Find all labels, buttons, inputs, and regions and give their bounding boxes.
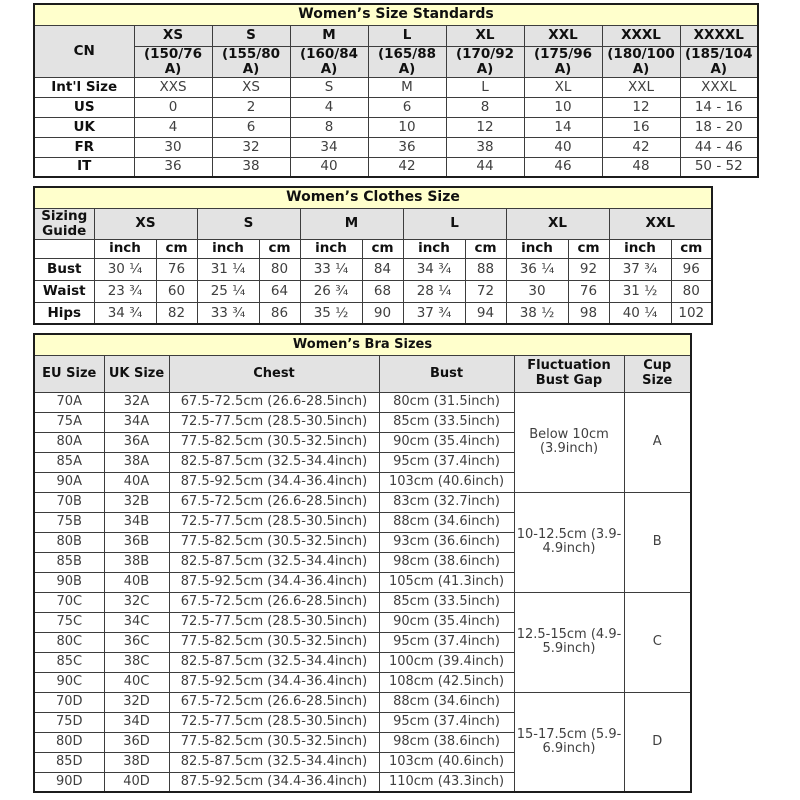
size-value-cell: 30 (134, 137, 212, 157)
chest-range-cell: 72.5-77.5cm (28.5-30.5inch) (169, 512, 379, 532)
size-header-cell: XS (134, 25, 212, 46)
unit-row (34, 239, 712, 258)
bra-size-row (34, 592, 691, 612)
eu-size-cell: 70D (34, 692, 104, 712)
bust-value-cell: 93cm (36.6inch) (379, 532, 514, 552)
uk-size-cell: 36A (104, 432, 169, 452)
uk-size-cell: 40D (104, 772, 169, 792)
size-value-cell: 12 (446, 117, 524, 137)
size-standards-body (34, 4, 758, 177)
cm-unit-cell: cm (465, 239, 506, 258)
eu-size-cell: 85D (34, 752, 104, 772)
inch-unit-cell: inch (506, 239, 568, 258)
uk-size-cell: 34A (104, 412, 169, 432)
column-header-cell: UK Size (104, 355, 169, 392)
bust-value-cell: 103cm (40.6inch) (379, 472, 514, 492)
size-value-cell: 40 (524, 137, 602, 157)
size-value-cell: 14 - 16 (680, 97, 758, 117)
title-row (34, 334, 691, 355)
size-header-row (34, 25, 758, 46)
measure-value-cell: 88 (465, 258, 506, 280)
size-value-cell: S (290, 77, 368, 97)
size-standards-table (33, 3, 759, 178)
eu-size-cell: 80D (34, 732, 104, 752)
fluctuation-cell: Below 10cm (3.9inch) (514, 392, 624, 492)
cn-code-cell: (165/88A) (368, 46, 446, 77)
bust-value-cell: 108cm (42.5inch) (379, 672, 514, 692)
column-header-cell: EU Size (34, 355, 104, 392)
uk-size-cell: 32C (104, 592, 169, 612)
chest-range-cell: 82.5-87.5cm (32.5-34.4inch) (169, 552, 379, 572)
measure-label-cell: Bust (34, 258, 94, 280)
fluctuation-cell: 12.5-15cm (4.9-5.9inch) (514, 592, 624, 692)
measure-row (34, 258, 712, 280)
chest-range-cell: 67.5-72.5cm (26.6-28.5inch) (169, 392, 379, 412)
measure-value-cell: 35 ½ (300, 302, 362, 324)
size-value-cell: XXS (134, 77, 212, 97)
measure-value-cell: 76 (568, 280, 609, 302)
chest-range-cell: 67.5-72.5cm (26.6-28.5inch) (169, 692, 379, 712)
bust-value-cell: 83cm (32.7inch) (379, 492, 514, 512)
eu-size-cell: 80C (34, 632, 104, 652)
size-group-header-cell: M (300, 208, 403, 239)
uk-size-cell: 32B (104, 492, 169, 512)
size-value-cell: 34 (290, 137, 368, 157)
measure-value-cell: 38 ½ (506, 302, 568, 324)
region-label-cell: Int'l Size (34, 77, 134, 97)
chest-range-cell: 77.5-82.5cm (30.5-32.5inch) (169, 532, 379, 552)
bust-value-cell: 85cm (33.5inch) (379, 412, 514, 432)
bust-value-cell: 100cm (39.4inch) (379, 652, 514, 672)
measure-value-cell: 26 ¾ (300, 280, 362, 302)
size-value-cell: XXL (602, 77, 680, 97)
eu-size-cell: 90D (34, 772, 104, 792)
measure-row (34, 280, 712, 302)
column-header-cell: Bust (379, 355, 514, 392)
bust-value-cell: 103cm (40.6inch) (379, 752, 514, 772)
size-value-cell: 42 (368, 157, 446, 177)
size-group-header-cell: XS (94, 208, 197, 239)
measure-value-cell: 40 ¼ (609, 302, 671, 324)
bra-size-row (34, 492, 691, 512)
measure-value-cell: 96 (671, 258, 712, 280)
clothes-size-title: Women’s Clothes Size (34, 187, 712, 208)
uk-size-cell: 36B (104, 532, 169, 552)
size-header-cell: XXXXL (680, 25, 758, 46)
measure-label-cell: Waist (34, 280, 94, 302)
cn-code-cell: (155/80A) (212, 46, 290, 77)
size-value-cell: 12 (602, 97, 680, 117)
measure-label-cell: Hips (34, 302, 94, 324)
column-header-cell: Chest (169, 355, 379, 392)
bust-value-cell: 88cm (34.6inch) (379, 512, 514, 532)
cm-unit-cell: cm (568, 239, 609, 258)
chest-range-cell: 67.5-72.5cm (26.6-28.5inch) (169, 492, 379, 512)
bust-value-cell: 85cm (33.5inch) (379, 592, 514, 612)
measure-value-cell: 28 ¼ (403, 280, 465, 302)
bust-value-cell: 88cm (34.6inch) (379, 692, 514, 712)
size-value-cell: 46 (524, 157, 602, 177)
size-value-cell: 44 (446, 157, 524, 177)
chest-range-cell: 87.5-92.5cm (34.4-36.4inch) (169, 772, 379, 792)
cn-code-cell: (185/104A) (680, 46, 758, 77)
uk-size-cell: 40A (104, 472, 169, 492)
measure-value-cell: 31 ½ (609, 280, 671, 302)
region-label-cell: UK (34, 117, 134, 137)
region-label-cell: IT (34, 157, 134, 177)
cn-code-cell: (175/96A) (524, 46, 602, 77)
chest-range-cell: 67.5-72.5cm (26.6-28.5inch) (169, 592, 379, 612)
chest-range-cell: 72.5-77.5cm (28.5-30.5inch) (169, 412, 379, 432)
chest-range-cell: 72.5-77.5cm (28.5-30.5inch) (169, 612, 379, 632)
uk-size-cell: 40B (104, 572, 169, 592)
measure-value-cell: 25 ¼ (197, 280, 259, 302)
size-group-header-cell: L (403, 208, 506, 239)
chest-range-cell: 82.5-87.5cm (32.5-34.4inch) (169, 652, 379, 672)
size-value-cell: 10 (368, 117, 446, 137)
uk-size-cell: 34B (104, 512, 169, 532)
measure-value-cell: 82 (156, 302, 197, 324)
clothes-size-body (34, 187, 712, 324)
size-value-cell: 40 (290, 157, 368, 177)
size-header-cell: S (212, 25, 290, 46)
size-value-cell: 38 (212, 157, 290, 177)
eu-size-cell: 80B (34, 532, 104, 552)
size-header-cell: XXL (524, 25, 602, 46)
chest-range-cell: 72.5-77.5cm (28.5-30.5inch) (169, 712, 379, 732)
measure-value-cell: 68 (362, 280, 403, 302)
uk-size-cell: 36C (104, 632, 169, 652)
eu-size-cell: 75A (34, 412, 104, 432)
size-value-cell: M (368, 77, 446, 97)
cn-code-cell: (150/76A) (134, 46, 212, 77)
chest-range-cell: 77.5-82.5cm (30.5-32.5inch) (169, 432, 379, 452)
uk-size-cell: 36D (104, 732, 169, 752)
uk-size-cell: 38A (104, 452, 169, 472)
bust-value-cell: 95cm (37.4inch) (379, 452, 514, 472)
eu-size-cell: 70C (34, 592, 104, 612)
uk-size-cell: 38B (104, 552, 169, 572)
measure-value-cell: 30 (506, 280, 568, 302)
measure-value-cell: 94 (465, 302, 506, 324)
size-value-cell: 42 (602, 137, 680, 157)
region-row (34, 97, 758, 117)
column-header-cell: Fluctuation Bust Gap (514, 355, 624, 392)
bust-value-cell: 90cm (35.4inch) (379, 432, 514, 452)
size-header-cell: XXXL (602, 25, 680, 46)
cn-code-cell: (160/84A) (290, 46, 368, 77)
measure-value-cell: 64 (259, 280, 300, 302)
eu-size-cell: 80A (34, 432, 104, 452)
chest-range-cell: 87.5-92.5cm (34.4-36.4inch) (169, 472, 379, 492)
eu-size-cell: 90C (34, 672, 104, 692)
bra-sizes-table (33, 333, 692, 793)
measure-value-cell: 80 (671, 280, 712, 302)
cn-code-cell: (180/100A) (602, 46, 680, 77)
bra-size-row (34, 392, 691, 412)
size-group-header-cell: S (197, 208, 300, 239)
title-row (34, 187, 712, 208)
uk-size-cell: 32A (104, 392, 169, 412)
region-row (34, 157, 758, 177)
measure-value-cell: 76 (156, 258, 197, 280)
sizing-guide-cell: Sizing Guide (34, 208, 94, 239)
size-value-cell: 8 (290, 117, 368, 137)
bust-value-cell: 110cm (43.3inch) (379, 772, 514, 792)
bra-header-row (34, 355, 691, 392)
size-value-cell: 38 (446, 137, 524, 157)
size-value-cell: 4 (134, 117, 212, 137)
region-label-cell: FR (34, 137, 134, 157)
inch-unit-cell: inch (94, 239, 156, 258)
inch-unit-cell: inch (300, 239, 362, 258)
cm-unit-cell: cm (259, 239, 300, 258)
size-header-cell: M (290, 25, 368, 46)
eu-size-cell: 90B (34, 572, 104, 592)
eu-size-cell: 85B (34, 552, 104, 572)
size-header-cell: XL (446, 25, 524, 46)
measure-value-cell: 31 ¼ (197, 258, 259, 280)
measure-value-cell: 80 (259, 258, 300, 280)
bust-value-cell: 80cm (31.5inch) (379, 392, 514, 412)
measure-value-cell: 33 ¼ (300, 258, 362, 280)
inch-unit-cell: inch (197, 239, 259, 258)
size-value-cell: 48 (602, 157, 680, 177)
size-value-cell: 16 (602, 117, 680, 137)
uk-size-cell: 40C (104, 672, 169, 692)
inch-unit-cell: inch (403, 239, 465, 258)
eu-size-cell: 85C (34, 652, 104, 672)
size-value-cell: 6 (212, 117, 290, 137)
region-row (34, 117, 758, 137)
chest-range-cell: 77.5-82.5cm (30.5-32.5inch) (169, 732, 379, 752)
cn-code-row (34, 46, 758, 77)
cup-size-cell: B (624, 492, 691, 592)
bra-sizes-title: Women’s Bra Sizes (34, 334, 691, 355)
measure-value-cell: 34 ¾ (403, 258, 465, 280)
cup-size-cell: C (624, 592, 691, 692)
size-value-cell: 14 (524, 117, 602, 137)
clothes-size-table (33, 186, 713, 325)
measure-value-cell: 92 (568, 258, 609, 280)
bust-value-cell: 98cm (38.6inch) (379, 552, 514, 572)
cup-size-cell: A (624, 392, 691, 492)
eu-size-cell: 70B (34, 492, 104, 512)
eu-size-cell: 85A (34, 452, 104, 472)
uk-size-cell: 38D (104, 752, 169, 772)
measure-row (34, 302, 712, 324)
bra-size-row (34, 692, 691, 712)
measure-value-cell: 23 ¾ (94, 280, 156, 302)
size-value-cell: XS (212, 77, 290, 97)
size-value-cell: XL (524, 77, 602, 97)
bust-value-cell: 105cm (41.3inch) (379, 572, 514, 592)
eu-size-cell: 70A (34, 392, 104, 412)
measure-value-cell: 34 ¾ (94, 302, 156, 324)
region-row (34, 137, 758, 157)
bust-value-cell: 90cm (35.4inch) (379, 612, 514, 632)
measure-value-cell: 84 (362, 258, 403, 280)
size-value-cell: 18 - 20 (680, 117, 758, 137)
measure-value-cell: 86 (259, 302, 300, 324)
uk-size-cell: 32D (104, 692, 169, 712)
cm-unit-cell: cm (671, 239, 712, 258)
bust-value-cell: 95cm (37.4inch) (379, 712, 514, 732)
size-value-cell: 50 - 52 (680, 157, 758, 177)
eu-size-cell: 75B (34, 512, 104, 532)
chest-range-cell: 77.5-82.5cm (30.5-32.5inch) (169, 632, 379, 652)
size-value-cell: 2 (212, 97, 290, 117)
title-row (34, 4, 758, 25)
bust-value-cell: 95cm (37.4inch) (379, 632, 514, 652)
size-value-cell: 0 (134, 97, 212, 117)
eu-size-cell: 75D (34, 712, 104, 732)
chest-range-cell: 87.5-92.5cm (34.4-36.4inch) (169, 672, 379, 692)
measure-value-cell: 98 (568, 302, 609, 324)
size-value-cell: 4 (290, 97, 368, 117)
measure-value-cell: 33 ¾ (197, 302, 259, 324)
measure-value-cell: 60 (156, 280, 197, 302)
size-value-cell: 44 - 46 (680, 137, 758, 157)
size-value-cell: 36 (134, 157, 212, 177)
chest-range-cell: 87.5-92.5cm (34.4-36.4inch) (169, 572, 379, 592)
measure-value-cell: 37 ¾ (403, 302, 465, 324)
size-value-cell: L (446, 77, 524, 97)
cm-unit-cell: cm (156, 239, 197, 258)
measure-value-cell: 72 (465, 280, 506, 302)
measure-value-cell: 36 ¼ (506, 258, 568, 280)
cn-code-cell: (170/92A) (446, 46, 524, 77)
uk-size-cell: 34C (104, 612, 169, 632)
size-value-cell: 8 (446, 97, 524, 117)
size-value-cell: 10 (524, 97, 602, 117)
column-header-cell: Cup Size (624, 355, 691, 392)
region-label-cell: US (34, 97, 134, 117)
eu-size-cell: 90A (34, 472, 104, 492)
size-value-cell: 6 (368, 97, 446, 117)
measure-value-cell: 90 (362, 302, 403, 324)
size-value-cell: XXXL (680, 77, 758, 97)
eu-size-cell: 75C (34, 612, 104, 632)
size-standards-title: Women’s Size Standards (34, 4, 758, 25)
size-group-row (34, 208, 712, 239)
size-group-header-cell: XXL (609, 208, 712, 239)
chest-range-cell: 82.5-87.5cm (32.5-34.4inch) (169, 752, 379, 772)
chest-range-cell: 82.5-87.5cm (32.5-34.4inch) (169, 452, 379, 472)
size-value-cell: 36 (368, 137, 446, 157)
region-row (34, 77, 758, 97)
inch-unit-cell: inch (609, 239, 671, 258)
fluctuation-cell: 15-17.5cm (5.9-6.9inch) (514, 692, 624, 792)
bra-sizes-body (34, 334, 691, 792)
corner-empty-cell (34, 239, 94, 258)
measure-value-cell: 37 ¾ (609, 258, 671, 280)
uk-size-cell: 38C (104, 652, 169, 672)
size-header-cell: L (368, 25, 446, 46)
cm-unit-cell: cm (362, 239, 403, 258)
cn-header-cell: CN (34, 25, 134, 77)
size-value-cell: 32 (212, 137, 290, 157)
size-group-header-cell: XL (506, 208, 609, 239)
uk-size-cell: 34D (104, 712, 169, 732)
measure-value-cell: 30 ¼ (94, 258, 156, 280)
cup-size-cell: D (624, 692, 691, 792)
fluctuation-cell: 10-12.5cm (3.9-4.9inch) (514, 492, 624, 592)
bust-value-cell: 98cm (38.6inch) (379, 732, 514, 752)
measure-value-cell: 102 (671, 302, 712, 324)
